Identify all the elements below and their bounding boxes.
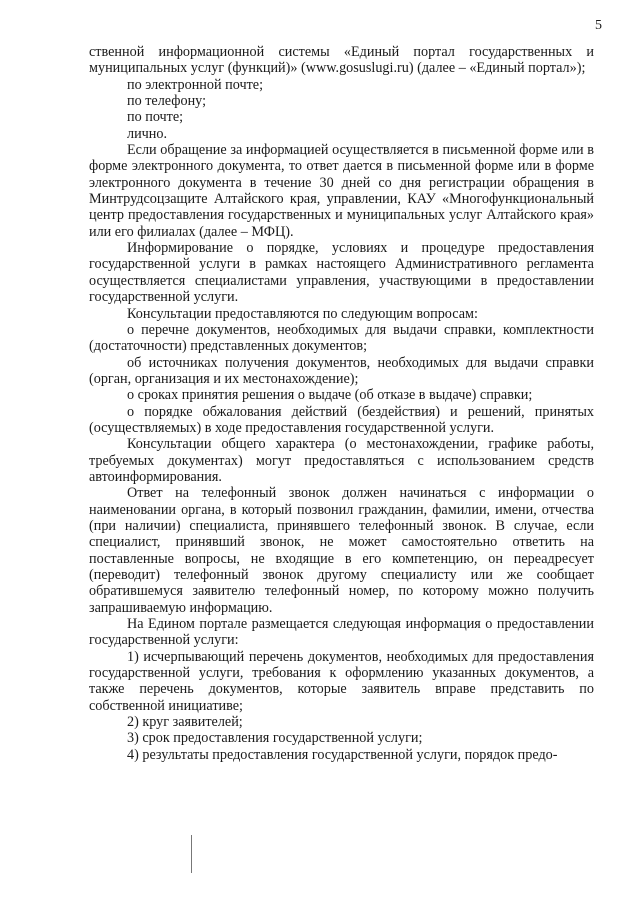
list-item-3: 3) срок предоставления государственной услуги; xyxy=(127,730,423,747)
list-item-1: 1) исчерпывающий перечень документов, необходимых для предоставления государственной услуги, требования к оформлению указанных документов, а также перечень документов, которые заявитель вправе представить по собственной инициативе; xyxy=(89,648,594,714)
body-text xyxy=(89,44,594,763)
paragraph-consultations-intro: Консультации предоставляются по следующим вопросам: xyxy=(127,305,478,322)
scan-artifact-line xyxy=(191,835,192,873)
list-item-2: 2) круг заявителей; xyxy=(127,714,243,731)
list-item-in-person: лично. xyxy=(127,125,168,142)
page-number: 5 xyxy=(595,18,602,33)
paragraph-general-consultations: Консультации общего характера (о местонахождении, графике работы, требуемых документах) могут предоставляться с использованием средств автоинформирования. xyxy=(89,436,594,485)
list-item-documents-list: о перечне документов, необходимых для выдачи справки, комплектности (достаточности) представленных документов; xyxy=(89,321,594,355)
list-item-mail: по почте; xyxy=(127,109,184,126)
list-item-decision-terms: о сроках принятия решения о выдаче (об отказе в выдаче) справки; xyxy=(127,387,533,404)
paragraph-portal-continuation: ственной информационной системы «Единый портал государственных и муниципальных услуг (функций)» (www.gosuslugi.ru) (далее – «Единый портал»); xyxy=(89,44,594,77)
list-item-appeal-procedure: о порядке обжалования действий (бездействия) и решений, принятых (осуществляемых) в ходе предоставления государственной услуги. xyxy=(89,403,594,436)
list-item-document-sources: об источниках получения документов, необходимых для выдачи справки (орган, организация и их местонахождение); xyxy=(89,354,594,387)
list-item-phone: по телефону; xyxy=(127,93,207,110)
paragraph-informing: Информирование о порядке, условиях и процедуре предоставления государственной услуги в рамках настоящего Административного регламента осуществляется специалистами управления, участвующими в предоставлении государственной услуги. xyxy=(89,240,594,306)
list-item-4: 4) результаты предоставления государственной услуги, порядок предо- xyxy=(127,746,558,763)
paragraph-written-request: Если обращение за информацией осуществляется в письменной форме или в форме электронного документа, то ответ дается в письменной форме или в форме электронного документа в течение 30 дней со дня регистрации обращения в Минтрудсоцзащите Алтайского края, управлении, КАУ «Многофункциональный центр предоставления государственных и муниципальных услуг Алтайского края» или его филиалах (далее – МФЦ). xyxy=(89,142,594,240)
list-item-email: по электронной почте; xyxy=(127,76,264,93)
paragraph-portal-info: На Едином портале размещается следующая информация о предоставлении государственной услуги: xyxy=(89,616,594,649)
paragraph-phone-answer: Ответ на телефонный звонок должен начинаться с информации о наименовании органа, в который позвонил гражданин, фамилии, имени, отчества (при наличии) специалиста, принявшего телефонный звонок. В случае, если специалист, принявший звонок, не может самостоятельно ответить на поставленные вопросы, не входящие в его компетенцию, он переадресует (переводит) телефонный звонок другому специалисту или же сообщает обратившемуся заявителю телефонный номер, по которому можно получить запрашиваемую информацию. xyxy=(89,485,594,616)
